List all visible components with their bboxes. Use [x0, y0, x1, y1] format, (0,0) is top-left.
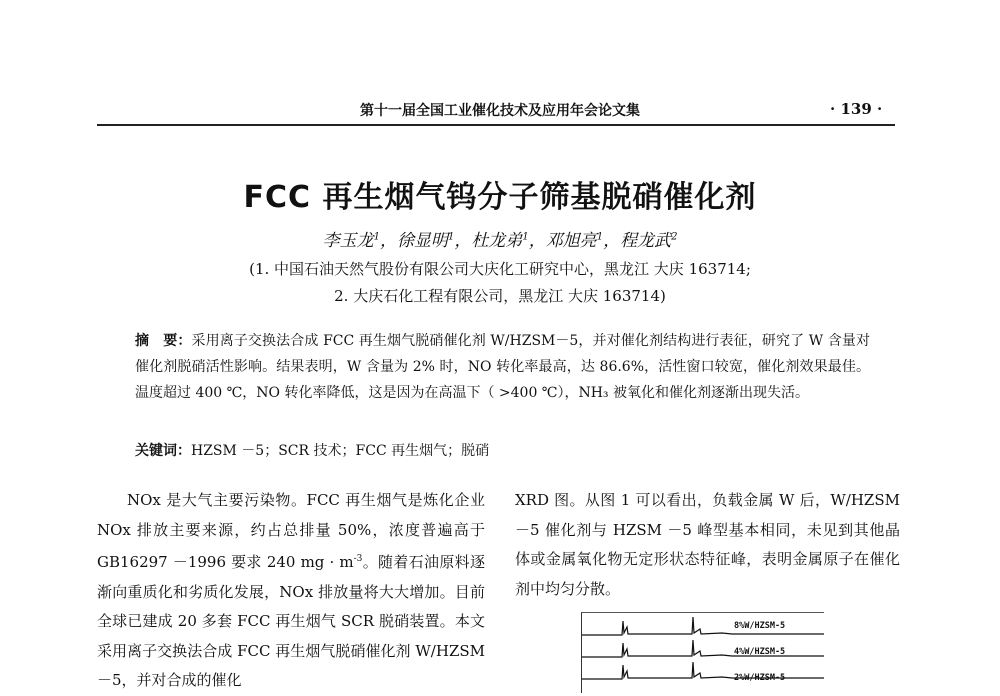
author-list: 李玉龙$^1$，徐显明$^1$，杜龙弟$^1$，邓旭亮$^1$，程龙武$^2$	[322, 231, 678, 251]
body-left-text-cont: 。随着石油原料逐渐向重质化和劣质化发展，NOx 排放量将大大增加。目前全球已建成 20 多套 FCC 再生烟气 SCR 脱硝装置。本文采用离子交换法合成 FCC 再生烟气脱硝催化剂 W/HZSM －5，并对合成的催化	[97, 553, 485, 689]
body-left-text: NOx 是大气主要污染物。FCC 再生烟气是炼化企业 NOx 排放主要来源，约占总排量 50%，浓度普遍高于 GB16297 －1996 要求 240 mg · m	[97, 491, 485, 571]
body-left-column	[97, 486, 485, 696]
author: 杜龙弟	[471, 231, 523, 251]
author-affiliation-mark: 1	[373, 231, 380, 243]
author-affiliation-mark: 2	[671, 231, 678, 243]
body-right-column: XRD 图。从图 1 可以看出，负载金属 W 后，W/HZSM －5 催化剂与 HZSM －5 峰型基本相同，未见到其他晶体或金属氧化物无定形状态特征峰，表明金属原子在催化剂中均匀分散。	[515, 491, 900, 598]
author-affiliation-mark: 1	[596, 231, 604, 243]
abstract-label: 摘 要：	[135, 333, 192, 349]
legend-8w: 8%W/HZSM-5	[734, 621, 786, 631]
xrd-trace-2w	[582, 662, 824, 679]
running-header: 第十一届全国工业催化技术及应用年会论文集	[360, 103, 640, 119]
xrd-pattern-plot	[582, 613, 824, 693]
header-rule	[97, 124, 895, 126]
affiliation-1: (1. 中国石油天然气股份有限公司大庆化工研究中心，黑龙江 大庆 163714;	[249, 260, 751, 278]
page-number: · 139 ·	[830, 100, 883, 118]
keywords-label: 关键词：	[135, 443, 191, 459]
author: 徐显明	[396, 231, 448, 251]
author: 李玉龙	[322, 231, 374, 251]
xrd-trace-8w	[582, 617, 824, 635]
paper-title: FCC 再生烟气钨分子筛基脱硝催化剂	[243, 180, 757, 215]
xrd-figure	[581, 612, 824, 693]
legend-4w: 4%W/HZSM-5	[734, 647, 786, 657]
author: 程龙武	[620, 231, 672, 251]
unit-exponent: -3	[353, 554, 363, 564]
author-affiliation-mark: 1	[447, 231, 455, 243]
keywords-text: HZSM －5；SCR 技术；FCC 再生烟气；脱硝	[191, 443, 490, 459]
author: 邓旭亮	[545, 231, 597, 251]
legend-2w: 2%W/HZSM-5	[734, 673, 786, 683]
abstract-text: 采用离子交换法合成 FCC 再生烟气脱硝催化剂 W/HZSM－5，并对催化剂结构进行表征，研究了 W 含量对催化剂脱硝活性影响。结果表明，W 含量为 2% 时，NO 转化率最高，达 86.6%，活性窗口较宽，催化剂效果最佳。温度超过 400 ℃，NO 转化率降低，这是因为在高温下（ >400 ℃），NH₃ 被氧化和催化剂逐渐出现失活。	[135, 333, 870, 401]
abstract	[135, 328, 870, 406]
author-affiliation-mark: 1	[522, 231, 529, 243]
keywords	[135, 440, 870, 460]
xrd-trace-4w	[582, 640, 824, 657]
affiliation-2: 2. 大庆石化工程有限公司，黑龙江 大庆 163714)	[334, 287, 666, 305]
